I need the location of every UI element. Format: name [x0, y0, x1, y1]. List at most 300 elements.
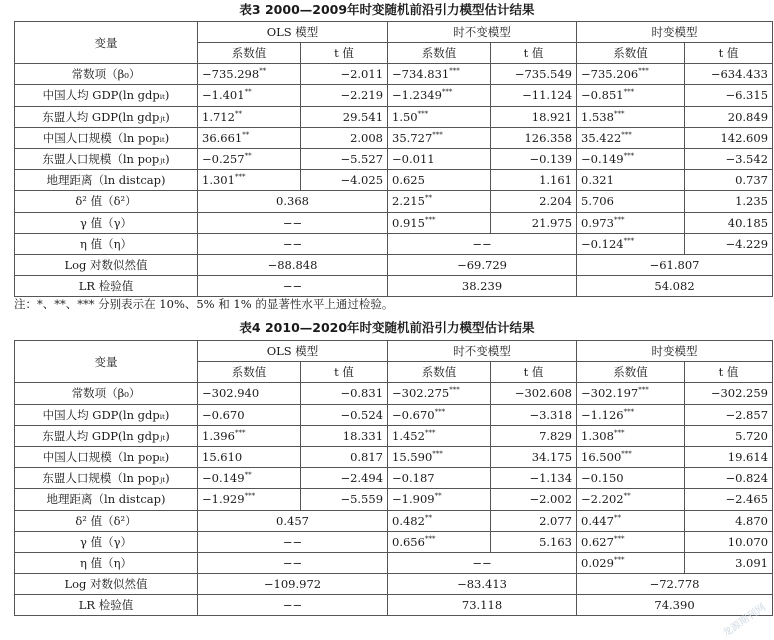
- significance-stars: **: [434, 492, 442, 501]
- row-label: 东盟人口规模（ln popⱼₜ): [15, 148, 198, 169]
- table-row: [15, 404, 773, 425]
- value-cell: [577, 552, 685, 573]
- coef-value: −0.524: [340, 407, 384, 422]
- row-label: LR 检验值: [15, 595, 198, 616]
- coef-value: −735.206: [581, 67, 639, 82]
- row-label: δ² 值（δ²）: [15, 191, 198, 212]
- value-cell: −−: [388, 233, 577, 254]
- row-label: 东盟人均 GDP(ln gdpⱼₜ): [15, 425, 198, 446]
- coef-value: 0.447: [581, 513, 614, 528]
- coef-value: 1.308: [581, 428, 614, 443]
- coef-value: −302.259: [710, 386, 769, 401]
- coef-value: −0.257: [202, 152, 245, 167]
- value-cell: [388, 85, 491, 106]
- value-cell: −−: [388, 552, 577, 573]
- header-variable: 变量: [15, 22, 198, 64]
- significance-stars: ***: [432, 450, 443, 459]
- table-row: [15, 489, 773, 510]
- value-cell: [577, 148, 685, 169]
- row-label: η 值（η）: [15, 552, 198, 573]
- coef-value: −5.559: [340, 492, 384, 507]
- value-cell: [198, 383, 301, 404]
- coef-value: −2.002: [529, 492, 573, 507]
- value-cell: [685, 446, 773, 467]
- value-cell: [198, 425, 301, 446]
- coef-value: 1.301: [202, 173, 235, 188]
- significance-stars: ***: [621, 450, 632, 459]
- value-cell: [577, 106, 685, 127]
- value-cell: [388, 148, 491, 169]
- coef-value: −2.011: [340, 67, 384, 82]
- value-cell: −88.848: [198, 254, 388, 275]
- value-cell: [577, 212, 685, 233]
- coef-value: −735.298: [202, 67, 260, 82]
- value-cell: 10.070: [685, 531, 773, 552]
- value-cell: [577, 233, 685, 254]
- value-cell: [198, 404, 301, 425]
- value-cell: [491, 170, 577, 191]
- significance-stars: ***: [417, 109, 429, 118]
- coef-value: 0.321: [581, 173, 614, 188]
- coef-value: 0.627: [581, 534, 614, 549]
- value-cell: 4.870: [685, 510, 773, 531]
- value-cell: [577, 446, 685, 467]
- coef-value: 1.538: [581, 109, 614, 124]
- coef-value: 0.915: [392, 215, 425, 230]
- value-cell: −−: [198, 276, 388, 297]
- value-cell: [491, 85, 577, 106]
- value-cell: [491, 106, 577, 127]
- value-cell: [577, 85, 685, 106]
- value-cell: −−: [198, 212, 388, 233]
- header-coef: 系数值: [388, 362, 491, 383]
- sigma-row: [15, 510, 773, 531]
- value-cell: [198, 106, 301, 127]
- coef-value: −734.831: [392, 67, 450, 82]
- row-label: 东盟人口规模（ln popⱼₜ): [15, 468, 198, 489]
- coef-value: −1.2349: [392, 88, 442, 103]
- table-row: [15, 64, 773, 85]
- value-cell: [577, 510, 685, 531]
- coef-value: 2.008: [350, 130, 384, 145]
- value-cell: [198, 446, 301, 467]
- table1: [14, 21, 773, 297]
- significance-stars: ***: [432, 130, 443, 139]
- coef-value: −0.149: [202, 471, 245, 486]
- coef-value: −1.134: [529, 471, 573, 486]
- value-cell: [198, 127, 301, 148]
- eta-row: [15, 233, 773, 254]
- coef-value: 5.720: [735, 428, 769, 443]
- loglik-row: [15, 574, 773, 595]
- coef-value: −0.149: [581, 152, 624, 167]
- value-cell: [577, 404, 685, 425]
- value-cell: [577, 425, 685, 446]
- coef-value: 29.541: [342, 109, 384, 124]
- significance-stars: ***: [449, 67, 460, 76]
- watermark: 龙源期刊网: [720, 601, 768, 640]
- row-label: 常数项（β₀）: [15, 383, 198, 404]
- row-label: δ² 值（δ²）: [15, 510, 198, 531]
- significance-stars: ***: [424, 534, 436, 543]
- value-cell: −72.778: [577, 574, 773, 595]
- value-cell: −−: [198, 595, 388, 616]
- row-label: 中国人口规模（ln popᵢₜ): [15, 127, 198, 148]
- coef-value: −2.202: [581, 492, 624, 507]
- value-cell: 21.975: [491, 212, 577, 233]
- header-row: [15, 22, 773, 43]
- value-cell: [388, 191, 491, 212]
- value-cell: [685, 85, 773, 106]
- value-cell: 73.118: [388, 595, 577, 616]
- value-cell: [301, 85, 388, 106]
- value-cell: −109.972: [198, 574, 388, 595]
- value-cell: 5.163: [491, 531, 577, 552]
- coef-value: −302.608: [514, 386, 573, 401]
- value-cell: [198, 468, 301, 489]
- value-cell: [388, 425, 491, 446]
- value-cell: [577, 383, 685, 404]
- coef-value: 18.331: [342, 428, 384, 443]
- value-cell: [491, 148, 577, 169]
- significance-stars: **: [234, 109, 242, 118]
- header-time-varying: 时变模型: [577, 22, 773, 43]
- coef-value: 126.358: [524, 130, 573, 145]
- value-cell: [301, 489, 388, 510]
- significance-stars: ***: [613, 109, 625, 118]
- value-cell: [198, 85, 301, 106]
- row-label: 地理距离（ln distcap): [15, 489, 198, 510]
- coef-value: 16.500: [581, 450, 622, 465]
- significance-stars: ***: [424, 428, 436, 437]
- value-cell: [685, 383, 773, 404]
- significance-stars: ***: [638, 386, 649, 395]
- header-t: t 值: [685, 362, 773, 383]
- value-cell: [388, 446, 491, 467]
- coef-value: −302.940: [202, 386, 260, 401]
- significance-stars: **: [242, 130, 250, 139]
- coef-value: 0.817: [350, 450, 384, 465]
- header-row: [15, 341, 773, 362]
- significance-stars: ***: [424, 215, 436, 224]
- value-cell: [388, 404, 491, 425]
- header-coef: 系数值: [577, 43, 685, 64]
- significance-stars: ***: [441, 88, 453, 97]
- coef-value: −634.433: [710, 67, 769, 82]
- value-cell: 1.235: [685, 191, 773, 212]
- header-t: t 值: [301, 362, 388, 383]
- coef-value: 1.161: [539, 173, 573, 188]
- header-t: t 值: [685, 43, 773, 64]
- significance-stars: ***: [623, 152, 635, 161]
- table-row: [15, 170, 773, 191]
- header-coef: 系数值: [198, 362, 301, 383]
- value-cell: [491, 404, 577, 425]
- table2: [14, 340, 773, 616]
- value-cell: 0.368: [198, 191, 388, 212]
- value-cell: −4.229: [685, 233, 773, 254]
- table-row: [15, 446, 773, 467]
- header-variable: 变量: [15, 341, 198, 383]
- value-cell: 74.390: [577, 595, 773, 616]
- value-cell: [577, 489, 685, 510]
- row-label: 中国人均 GDP(ln gdpᵢₜ): [15, 404, 198, 425]
- value-cell: 3.091: [685, 552, 773, 573]
- value-cell: [577, 531, 685, 552]
- value-cell: [685, 106, 773, 127]
- table1-caption: 表3 2000—2009年时变随机前沿引力模型估计结果: [239, 2, 535, 17]
- coef-value: 142.609: [720, 130, 769, 145]
- header-time-invariant: 时不变模型: [388, 22, 577, 43]
- value-cell: [388, 212, 491, 233]
- coef-value: −1.909: [392, 492, 435, 507]
- value-cell: [491, 446, 577, 467]
- table-row: [15, 85, 773, 106]
- coef-value: −0.670: [202, 407, 245, 422]
- row-label: γ 值（γ）: [15, 212, 198, 233]
- value-cell: −61.807: [577, 254, 773, 275]
- value-cell: 2.077: [491, 510, 577, 531]
- significance-stars: ***: [613, 428, 625, 437]
- significance-stars: **: [623, 492, 631, 501]
- value-cell: 38.239: [388, 276, 577, 297]
- coef-value: −0.187: [392, 471, 435, 486]
- significance-stars: **: [244, 152, 252, 161]
- coef-value: 1.396: [202, 428, 235, 443]
- value-cell: [577, 64, 685, 85]
- header-coef: 系数值: [198, 43, 301, 64]
- loglik-row: [15, 254, 773, 275]
- significance-stars: ***: [434, 407, 446, 416]
- value-cell: [301, 468, 388, 489]
- coef-value: 35.727: [392, 130, 433, 145]
- value-cell: [388, 64, 491, 85]
- coef-value: 0.737: [735, 173, 769, 188]
- value-cell: [198, 489, 301, 510]
- coef-value: 36.661: [202, 130, 243, 145]
- significance-stars: ***: [234, 428, 246, 437]
- coef-value: 0.625: [392, 173, 425, 188]
- coef-value: 15.590: [392, 450, 433, 465]
- coef-value: −0.124: [581, 236, 624, 251]
- value-cell: [491, 383, 577, 404]
- table2-caption: 表4 2010—2020年时变随机前沿引力模型估计结果: [239, 320, 535, 335]
- significance-stars: **: [244, 88, 252, 97]
- value-cell: [685, 425, 773, 446]
- value-cell: −69.729: [388, 254, 577, 275]
- value-cell: −−: [198, 552, 388, 573]
- coef-value: −2.465: [725, 492, 769, 507]
- value-cell: [388, 106, 491, 127]
- row-label: 地理距离（ln distcap): [15, 170, 198, 191]
- table-row: [15, 106, 773, 127]
- header-coef: 系数值: [577, 362, 685, 383]
- coef-value: 1.452: [392, 428, 425, 443]
- value-cell: [198, 170, 301, 191]
- value-cell: [301, 404, 388, 425]
- value-cell: [388, 468, 491, 489]
- value-cell: [301, 106, 388, 127]
- sigma-row: [15, 191, 773, 212]
- value-cell: −83.413: [388, 574, 577, 595]
- table-row: [15, 127, 773, 148]
- value-cell: [685, 64, 773, 85]
- header-coef: 系数值: [388, 43, 491, 64]
- header-ols: OLS 模型: [198, 22, 388, 43]
- coef-value: −2.219: [340, 88, 384, 103]
- table-row: [15, 468, 773, 489]
- coef-value: −1.929: [202, 492, 245, 507]
- significance-stars: **: [244, 471, 252, 480]
- coef-value: 0.656: [392, 534, 425, 549]
- significance-stars: **: [424, 194, 432, 203]
- value-cell: [301, 148, 388, 169]
- value-cell: [301, 64, 388, 85]
- significance-stars: ***: [449, 386, 460, 395]
- coef-value: −302.275: [392, 386, 450, 401]
- value-cell: [685, 148, 773, 169]
- coef-value: −1.401: [202, 88, 245, 103]
- value-cell: [388, 531, 491, 552]
- value-cell: [577, 170, 685, 191]
- value-cell: [577, 127, 685, 148]
- gamma-row: [15, 531, 773, 552]
- value-cell: [685, 468, 773, 489]
- coef-value: −0.851: [581, 88, 624, 103]
- coef-value: −2.857: [725, 407, 769, 422]
- coef-value: 35.422: [581, 130, 622, 145]
- eta-row: [15, 552, 773, 573]
- header-t: t 值: [301, 43, 388, 64]
- value-cell: −−: [198, 233, 388, 254]
- value-cell: [301, 425, 388, 446]
- value-cell: 40.185: [685, 212, 773, 233]
- significance-stars: ***: [621, 130, 632, 139]
- significance-stars: ***: [623, 236, 635, 245]
- value-cell: [685, 404, 773, 425]
- value-cell: [388, 510, 491, 531]
- lr-row: [15, 276, 773, 297]
- coef-value: 1.50: [392, 109, 418, 124]
- header-time-invariant: 时不变模型: [388, 341, 577, 362]
- significance-stars: ***: [613, 555, 625, 564]
- row-label: LR 检验值: [15, 276, 198, 297]
- value-cell: [685, 127, 773, 148]
- coef-value: 2.215: [392, 194, 425, 209]
- table-row: [15, 383, 773, 404]
- value-cell: [388, 383, 491, 404]
- row-label: η 值（η）: [15, 233, 198, 254]
- value-cell: [198, 64, 301, 85]
- significance-stars: **: [424, 513, 432, 522]
- value-cell: [685, 170, 773, 191]
- coef-value: 1.712: [202, 109, 235, 124]
- significance-stars: ***: [613, 215, 625, 224]
- value-cell: [301, 127, 388, 148]
- value-cell: [577, 468, 685, 489]
- row-label: 东盟人均 GDP(ln gdpⱼₜ): [15, 106, 198, 127]
- value-cell: [685, 489, 773, 510]
- coef-value: 15.610: [202, 450, 243, 465]
- header-ols: OLS 模型: [198, 341, 388, 362]
- value-cell: −−: [198, 531, 388, 552]
- coef-value: −11.124: [522, 88, 573, 103]
- coef-value: −1.126: [581, 407, 624, 422]
- coef-value: 20.849: [727, 109, 769, 124]
- value-cell: [198, 148, 301, 169]
- value-cell: [491, 127, 577, 148]
- significance-stars: ***: [613, 534, 625, 543]
- value-cell: 54.082: [577, 276, 773, 297]
- value-cell: [301, 446, 388, 467]
- row-label: 中国人均 GDP(ln gdpᵢₜ): [15, 85, 198, 106]
- coef-value: −3.542: [725, 152, 769, 167]
- row-label: γ 值（γ）: [15, 531, 198, 552]
- significance-stars: ***: [244, 492, 256, 501]
- value-cell: [388, 127, 491, 148]
- coef-value: −0.011: [392, 152, 435, 167]
- header-t: t 值: [491, 362, 577, 383]
- value-cell: [301, 383, 388, 404]
- coef-value: −6.315: [725, 88, 769, 103]
- value-cell: [491, 64, 577, 85]
- significance-stars: ***: [623, 407, 635, 416]
- value-cell: [491, 468, 577, 489]
- row-label: Log 对数似然值: [15, 254, 198, 275]
- coef-value: −0.824: [725, 471, 769, 486]
- coef-value: −302.197: [581, 386, 639, 401]
- coef-value: 18.921: [531, 109, 573, 124]
- value-cell: [491, 425, 577, 446]
- value-cell: [491, 489, 577, 510]
- significance-stars: ***: [623, 88, 635, 97]
- coef-value: −0.139: [529, 152, 573, 167]
- coef-value: −4.025: [340, 173, 384, 188]
- coef-value: −0.150: [581, 471, 624, 486]
- coef-value: 7.829: [539, 428, 573, 443]
- header-t: t 值: [491, 43, 577, 64]
- value-cell: 2.204: [491, 191, 577, 212]
- value-cell: [388, 170, 491, 191]
- header-time-varying: 时变模型: [577, 341, 773, 362]
- significance-stars: ***: [638, 67, 649, 76]
- lr-row: [15, 595, 773, 616]
- significance-note: 注：*、**、*** 分别表示在 10%、5% 和 1% 的显著性水平上通过检验。: [14, 297, 394, 311]
- coef-value: −735.549: [514, 67, 573, 82]
- gamma-row: [15, 212, 773, 233]
- coef-value: 0.029: [581, 555, 614, 570]
- row-label: 中国人口规模（ln popᵢₜ): [15, 446, 198, 467]
- value-cell: [301, 170, 388, 191]
- table-row: [15, 148, 773, 169]
- coef-value: 19.614: [727, 450, 769, 465]
- coef-value: −3.318: [529, 407, 573, 422]
- row-label: Log 对数似然值: [15, 574, 198, 595]
- value-cell: 5.706: [577, 191, 685, 212]
- coef-value: 0.482: [392, 513, 425, 528]
- significance-stars: ***: [234, 173, 246, 182]
- value-cell: [388, 489, 491, 510]
- coef-value: 34.175: [531, 450, 573, 465]
- significance-stars: **: [259, 67, 267, 76]
- coef-value: −2.494: [340, 471, 384, 486]
- coef-value: −5.527: [340, 152, 384, 167]
- value-cell: 0.457: [198, 510, 388, 531]
- significance-stars: **: [613, 513, 621, 522]
- coef-value: −0.831: [340, 386, 384, 401]
- coef-value: −0.670: [392, 407, 435, 422]
- row-label: 常数项（β₀）: [15, 64, 198, 85]
